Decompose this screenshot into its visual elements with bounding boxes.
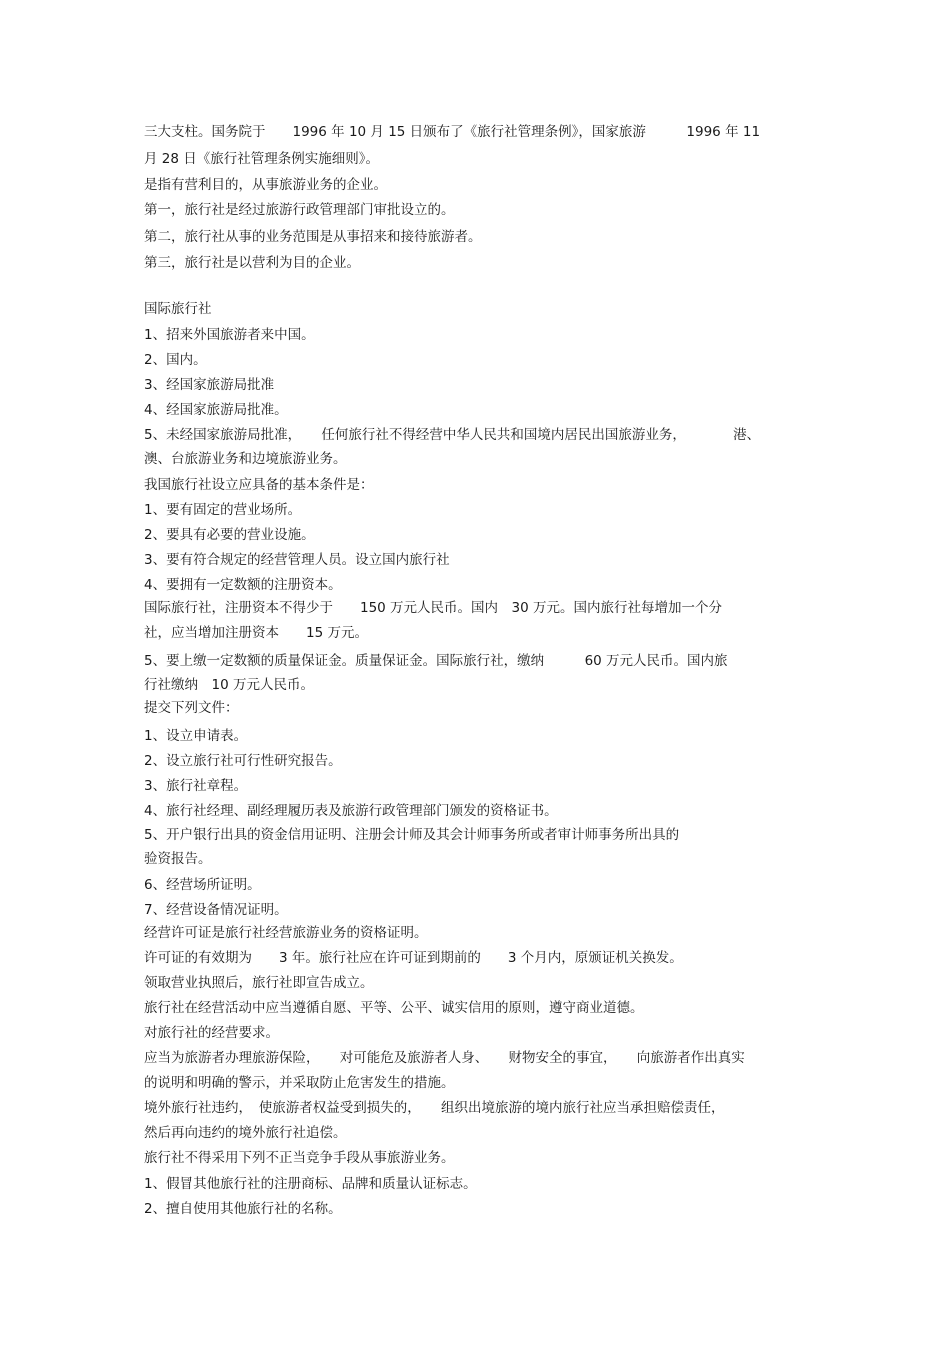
text-line: 2、国内。 <box>144 352 207 368</box>
text-line: 月 28 日《旅行社管理条例实施细则》。 <box>144 151 380 167</box>
text-line: 1、设立申请表。 <box>144 728 248 744</box>
text-line: 社，应当增加注册资本 15 万元。 <box>144 625 368 641</box>
text-line: 第二，旅行社从事的业务范围是从事招来和接待旅游者。 <box>144 229 482 245</box>
text-line: 5、开户银行出具的资金信用证明、注册会计师及其会计师事务所或者审计师事务所出具的 <box>144 827 680 843</box>
text-line: 境外旅行社违约， 使旅游者权益受到损失的， 组织出境旅游的境内旅行社应当承担赔偿责任， <box>144 1100 725 1116</box>
text-line: 行社缴纳 10 万元人民币。 <box>144 677 314 693</box>
text-line: 1、假冒其他旅行社的注册商标、品牌和质量认证标志。 <box>144 1176 477 1192</box>
text-line: 旅行社不得采用下列不正当竞争手段从事旅游业务。 <box>144 1150 455 1166</box>
text-line: 旅行社在经营活动中应当遵循自愿、平等、公平、诚实信用的原则，遵守商业道德。 <box>144 1000 644 1016</box>
text-line: 4、旅行社经理、副经理履历表及旅游行政管理部门颁发的资格证书。 <box>144 803 558 819</box>
text-line: 国际旅行社，注册资本不得少于 150 万元人民币。国内 30 万元。国内旅行社每增加一个分 <box>144 600 723 616</box>
text-line: 我国旅行社设立应具备的基本条件是： <box>144 477 374 493</box>
text-line: 应当为旅游者办理旅游保险， 对可能危及旅游者人身、 财物安全的事宜， 向旅游者作出真实 <box>144 1050 745 1066</box>
text-line: 3、要有符合规定的经营管理人员。设立国内旅行社 <box>144 552 450 568</box>
text-line: 验资报告。 <box>144 851 212 867</box>
text-line: 许可证的有效期为 3 年。旅行社应在许可证到期前的 3 个月内，原颁证机关换发。 <box>144 950 683 966</box>
text-line: 提交下列文件： <box>144 700 239 716</box>
section-heading: 国际旅行社 <box>144 301 212 317</box>
text-line: 2、设立旅行社可行性研究报告。 <box>144 753 342 769</box>
text-line: 第三，旅行社是以营利为目的企业。 <box>144 255 360 271</box>
text-line: 然后再向违约的境外旅行社追偿。 <box>144 1125 347 1141</box>
text-line: 5、未经国家旅游局批准， 任何旅行社不得经营中华人民共和国境内居民出国旅游业务， 港、 <box>144 427 761 443</box>
text-line: 对旅行社的经营要求。 <box>144 1025 279 1041</box>
text-line: 4、经国家旅游局批准。 <box>144 402 288 418</box>
text-line: 3、旅行社章程。 <box>144 778 248 794</box>
text-line: 是指有营利目的，从事旅游业务的企业。 <box>144 177 387 193</box>
text-line: 2、要具有必要的营业设施。 <box>144 527 315 543</box>
text-line: 领取营业执照后，旅行社即宣告成立。 <box>144 975 374 991</box>
text-line: 6、经营场所证明。 <box>144 877 261 893</box>
text-line: 2、擅自使用其他旅行社的名称。 <box>144 1201 342 1217</box>
text-line: 4、要拥有一定数额的注册资本。 <box>144 577 342 593</box>
text-line: 1、招来外国旅游者来中国。 <box>144 327 315 343</box>
text-line: 5、要上缴一定数额的质量保证金。质量保证金。国际旅行社，缴纳 60 万元人民币。国内旅 <box>144 653 728 669</box>
text-line: 1、要有固定的营业场所。 <box>144 502 302 518</box>
text-line: 经营许可证是旅行社经营旅游业务的资格证明。 <box>144 925 428 941</box>
text-line: 澳、台旅游业务和边境旅游业务。 <box>144 451 347 467</box>
text-line: 第一，旅行社是经过旅游行政管理部门审批设立的。 <box>144 202 455 218</box>
text-line: 的说明和明确的警示，并采取防止危害发生的措施。 <box>144 1075 455 1091</box>
text-line: 3、经国家旅游局批准 <box>144 377 275 393</box>
text-line: 7、经营设备情况证明。 <box>144 902 288 918</box>
text-line: 三大支柱。国务院于 1996 年 10 月 15 日颁布了《旅行社管理条例》，国家旅游 1996 年 11 <box>144 124 761 140</box>
